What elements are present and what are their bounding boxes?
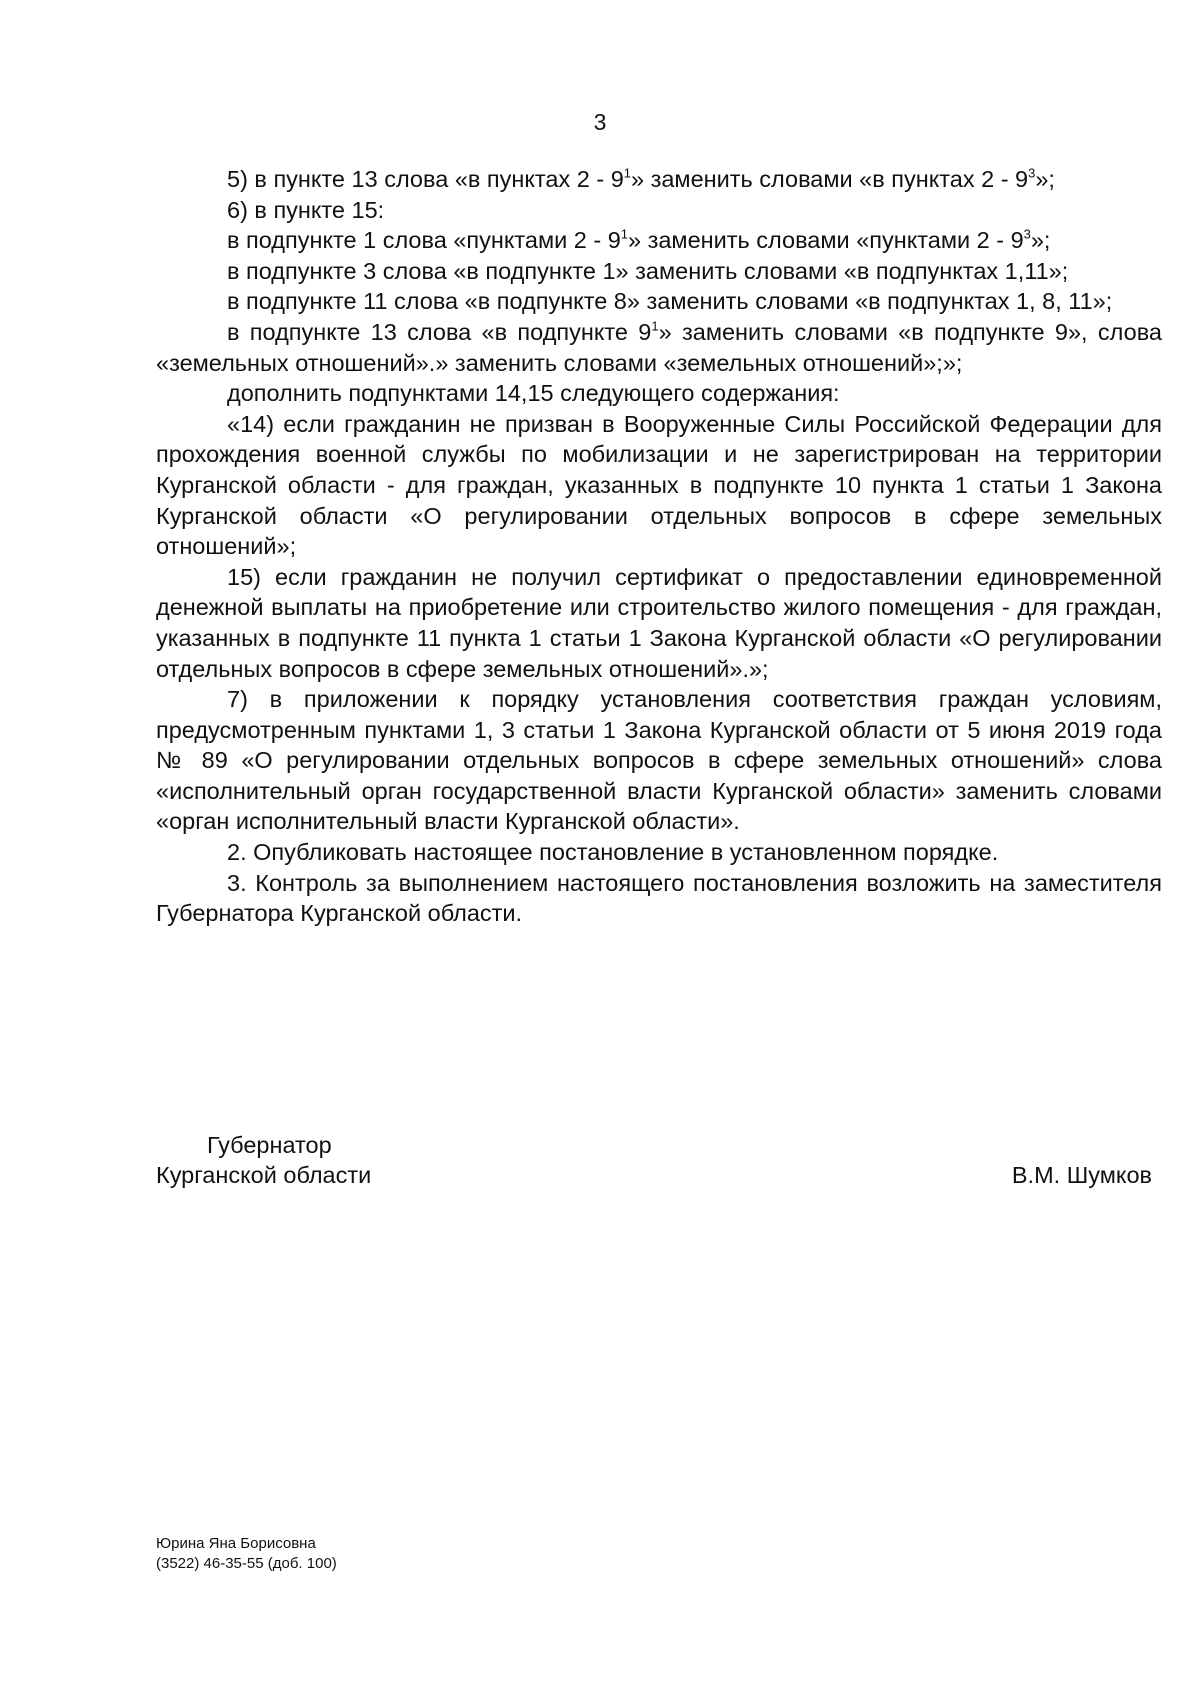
text-segment: » заменить словами «в подпункте 9», слова «земельных отношений».» заменить словами «земельных отношений»;»; [156,318,1162,376]
signatory-name: В.М. Шумков [1011,1162,1152,1188]
text-segment: 5) в пункте 13 слова «в пунктах 2 - 9 [227,166,624,192]
paragraph-subitem-14: «14) если гражданин не призван в Вооруженные Силы Российской Федерации для прохождения военной службы по мобилизации и не зарегистрирован на территории Курганской области - для граждан, указанных в подпункте 10 пункта 1 статьи 1 Закона Курганской области «О регулировании отдельных вопросов в сфере земельных отношений»; [156,410,1162,560]
text-segment: » заменить словами «пунктами 2 - 9 [627,227,1024,254]
signatory-region: Курганской области [156,1162,372,1188]
paragraph-subitem-15: 15) если гражданин не получил сертификат о предоставлении единовременной денежной выплаты на приобретение или строительство жилого помещения - для граждан, указанных в подпункте 11 пункта 1 статьи 1 Закона Курганской области «О регулировании отдельных вопросов в сфере земельных отношений».»; [156,563,1162,682]
paragraph-item-7: 7) в приложении к порядку установления соответствия граждан условиям, предусмотренным пунктами 1, 3 статьи 1 Закона Курганской области от 5 июня 2019 года № 89 «О регулировании отдельных вопросов в сфере земельных отношений» слова «исполнительный орган государственной власти Курганской области» заменить словами «орган исполнительный власти Курганской области». [156,686,1162,835]
text-segment: »; [1035,166,1055,192]
text-segment: » заменить словами «в пунктах 2 - 9 [630,166,1029,192]
contact-name: Юрина Яна Борисовна [156,1535,316,1552]
page-number: 3 [593,109,607,135]
paragraph-clause-3: 3. Контроль за выполнением настоящего постановления возложить на заместителя Губернатора Курганской области. [156,869,1162,927]
paragraph-item-6: 6) в пункте 15: [227,196,385,223]
superscript: 1 [623,165,631,181]
superscript: 1 [620,226,628,242]
superscript: 3 [1028,165,1036,181]
paragraph-subitem-1 [156,225,1162,256]
text-segment: в подпункте 13 слова «в подпункте 9 [227,318,652,345]
paragraph-subitem-3: в подпункте 3 слова «в подпункте 1» заменить словами «в подпунктах 1,11»; [227,257,1069,284]
paragraph-subitem-13 [156,317,1162,378]
contact-phone: (3522) 46-35-55 (доб. 100) [156,1555,337,1572]
paragraph-item-5 [156,164,1162,195]
document-body [156,164,1162,929]
text-segment: в подпункте 1 слова «пунктами 2 - 9 [227,227,621,254]
paragraph-add-subitems: дополнить подпунктами 14,15 следующего содержания: [227,380,840,407]
superscript: 3 [1023,226,1031,242]
paragraph-subitem-11: в подпункте 11 слова «в подпункте 8» заменить словами «в подпунктах 1, 8, 11»; [227,288,1113,315]
text-segment: »; [1030,227,1051,254]
superscript: 1 [651,318,659,334]
signatory-title: Губернатор [207,1132,332,1158]
signature-block [156,1130,1152,1190]
contact-block [156,1534,337,1574]
paragraph-clause-2: 2. Опубликовать настоящее постановление в установленном порядке. [227,839,999,866]
